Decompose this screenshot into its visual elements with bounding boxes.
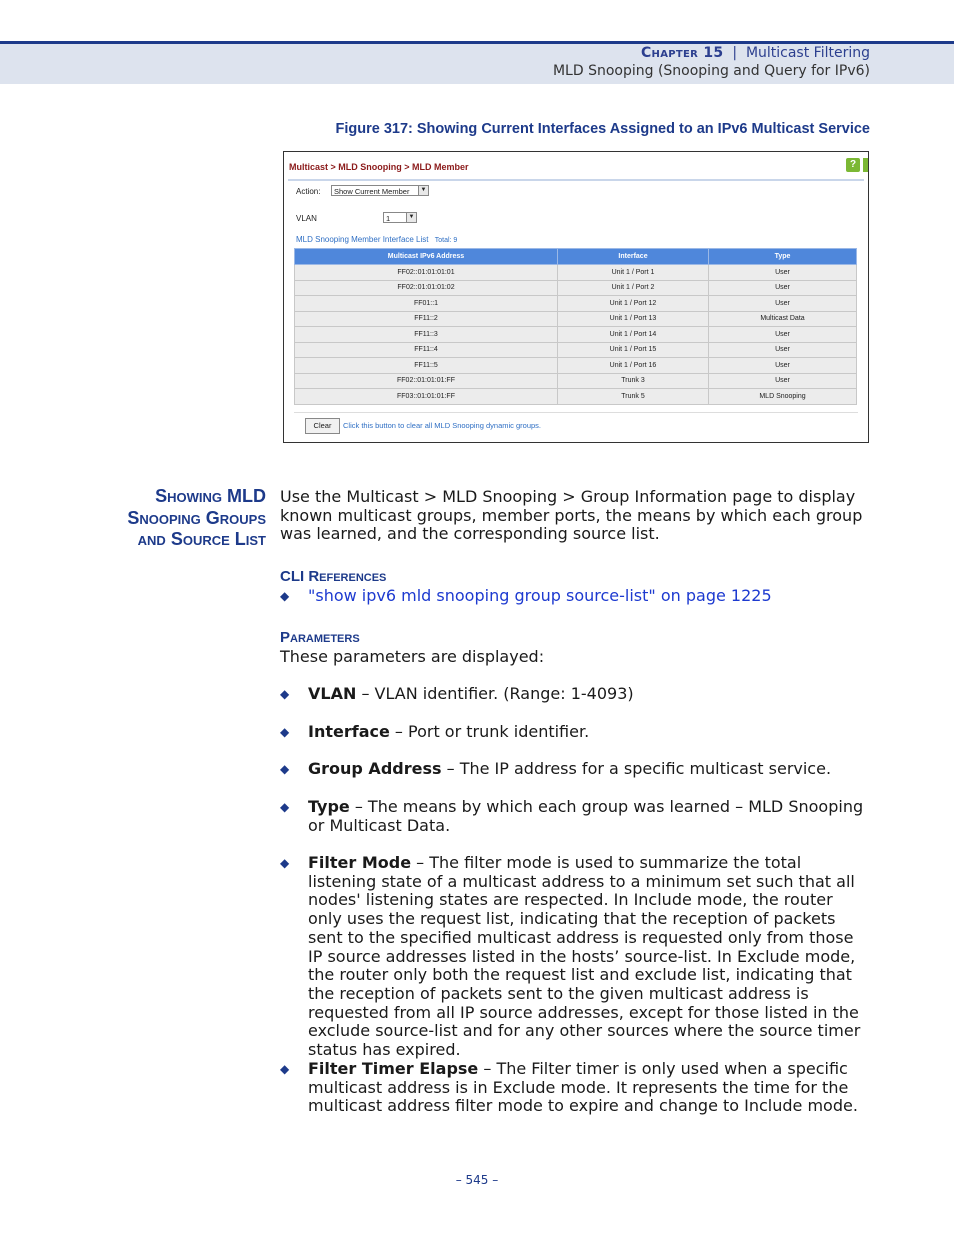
vlan-value: 1 — [386, 214, 391, 223]
vlan-select[interactable] — [383, 212, 417, 223]
table-row — [295, 265, 857, 281]
table-cell: User — [709, 296, 857, 312]
clear-note: Click this button to clear all MLD Snooping dynamic groups. — [343, 421, 542, 430]
table-cell: Unit 1 / Port 16 — [558, 358, 709, 374]
cli-heading: CLI References — [280, 568, 387, 585]
section-heading-line: Showing MLD — [155, 486, 266, 506]
intro-paragraph: Use the Multicast > MLD Snooping > Group Information page to display known multicast groups, member ports, the means by which each group was learned, and the corresponding source list. — [280, 487, 863, 544]
table-cell: FF02::01:01:01:FF — [295, 373, 558, 389]
diamond-bullet-icon: ◆ — [280, 687, 290, 701]
divider — [294, 412, 858, 413]
table-cell: Unit 1 / Port 15 — [558, 342, 709, 358]
table-cell: Trunk 3 — [558, 373, 709, 389]
action-value: Show Current Member — [334, 187, 410, 196]
param-desc: – Port or trunk identifier. — [389, 722, 590, 741]
table-cell: Unit 1 / Port 14 — [558, 327, 709, 343]
param-desc: – The IP address for a specific multicast service. — [441, 759, 832, 778]
table-row — [295, 296, 857, 312]
param-name: Filter Timer Elapse — [308, 1059, 479, 1078]
breadcrumb: Multicast > MLD Snooping > MLD Member — [289, 162, 469, 172]
param-name: Interface — [308, 722, 390, 741]
list-total: Total: 9 — [434, 237, 458, 244]
list-title-text: MLD Snooping Member Interface List — [296, 235, 429, 244]
table-cell: User — [709, 280, 857, 296]
parameters-intro: These parameters are displayed: — [280, 647, 545, 666]
table-header-row — [295, 249, 857, 265]
parameters-heading: Parameters — [280, 629, 360, 646]
clear-button[interactable]: Clear — [305, 418, 340, 434]
diamond-bullet-icon: ◆ — [280, 800, 290, 814]
table-row — [295, 389, 857, 405]
page-number: – 545 – — [455, 1173, 499, 1187]
member-table — [294, 248, 857, 405]
action-label: Action: — [296, 187, 321, 196]
table-cell: FF11::5 — [295, 358, 558, 374]
table-row — [295, 358, 857, 374]
table-row — [295, 311, 857, 327]
section-heading-line: Snooping Groups — [127, 507, 266, 528]
table-cell: Unit 1 / Port 13 — [558, 311, 709, 327]
param-name: Type — [308, 797, 350, 816]
vlan-label: VLAN — [296, 214, 317, 223]
param-name: VLAN — [308, 684, 357, 703]
chevron-down-icon: ▼ — [418, 186, 428, 195]
diamond-bullet-icon: ◆ — [280, 1062, 290, 1076]
param-desc: – The means by which each group was learned – MLD Snooping or Multicast Data. — [308, 797, 864, 835]
table-cell: User — [709, 342, 857, 358]
figure-caption: Figure 317: Showing Current Interfaces Assigned to an IPv6 Multicast Service — [335, 121, 870, 137]
table-row — [295, 342, 857, 358]
table-cell: FF11::2 — [295, 311, 558, 327]
section-heading — [127, 486, 266, 551]
column-header: Type — [709, 249, 857, 265]
help-icon[interactable]: ? — [846, 158, 860, 172]
param-name: Filter Mode — [308, 853, 412, 872]
param-desc: – VLAN identifier. (Range: 1-4093) — [356, 684, 634, 703]
column-header: Multicast IPv6 Address — [295, 249, 558, 265]
chapter-subtitle: MLD Snooping (Snooping and Query for IPv6) — [552, 63, 870, 79]
table-cell: FF01::1 — [295, 296, 558, 312]
diamond-bullet-icon: ◆ — [280, 589, 290, 603]
table-cell: Unit 1 / Port 1 — [558, 265, 709, 281]
param-desc: – The Filter timer is only used when a specific multicast address is in Exclude mode. It represents the time for the multicast address filter mode to expire and change to Include mode. — [308, 1059, 858, 1116]
table-cell: Trunk 5 — [558, 389, 709, 405]
param-name: Group Address — [308, 759, 442, 778]
table-row — [295, 373, 857, 389]
chapter-title: Multicast Filtering — [745, 45, 870, 61]
chapter-separator: | — [732, 45, 738, 61]
diamond-bullet-icon: ◆ — [280, 856, 290, 870]
table-cell: User — [709, 358, 857, 374]
table-cell: Multicast Data — [709, 311, 857, 327]
table-cell: FF11::3 — [295, 327, 558, 343]
param-desc: – The filter mode is used to summarize the total listening state of a multicast address to a minimum set such that all nodes' listening states are respected. In Include mode, the router only uses the request list, indicating that the reception of packets sent to the specified multicast address is requested only from those IP source addresses listed in the hosts’ source-list. In Exclude mode, the router only both the request list and exclude list, indicating that the reception of packets sent to the given multicast address is requested from all IP source addresses, except for those listed in the exclude source-list and for any other sources where the source timer status has expired. — [308, 853, 861, 1060]
table-row — [295, 327, 857, 343]
chapter-label: Chapter 15 — [640, 45, 724, 61]
table-cell: Unit 1 / Port 2 — [558, 280, 709, 296]
chapter-header — [641, 45, 870, 61]
figure-screenshot — [283, 151, 869, 443]
table-cell: User — [709, 373, 857, 389]
table-cell: User — [709, 265, 857, 281]
extra-icon[interactable] — [863, 158, 868, 172]
table-cell: FF02::01:01:01:01 — [295, 265, 558, 281]
table-row — [295, 280, 857, 296]
chevron-down-icon: ▼ — [406, 213, 416, 222]
cli-link[interactable]: "show ipv6 mld snooping group source-list" on page 1225 — [308, 586, 772, 605]
table-cell: User — [709, 327, 857, 343]
diamond-bullet-icon: ◆ — [280, 725, 290, 739]
table-cell: FF02::01:01:01:02 — [295, 280, 558, 296]
column-header: Interface — [558, 249, 709, 265]
list-title — [296, 235, 457, 244]
action-select[interactable] — [331, 185, 429, 196]
section-heading-line: and Source List — [137, 529, 266, 549]
table-cell: FF03::01:01:01:FF — [295, 389, 558, 405]
table-cell: MLD Snooping — [709, 389, 857, 405]
table-cell: Unit 1 / Port 12 — [558, 296, 709, 312]
diamond-bullet-icon: ◆ — [280, 762, 290, 776]
divider — [288, 179, 864, 181]
table-cell: FF11::4 — [295, 342, 558, 358]
